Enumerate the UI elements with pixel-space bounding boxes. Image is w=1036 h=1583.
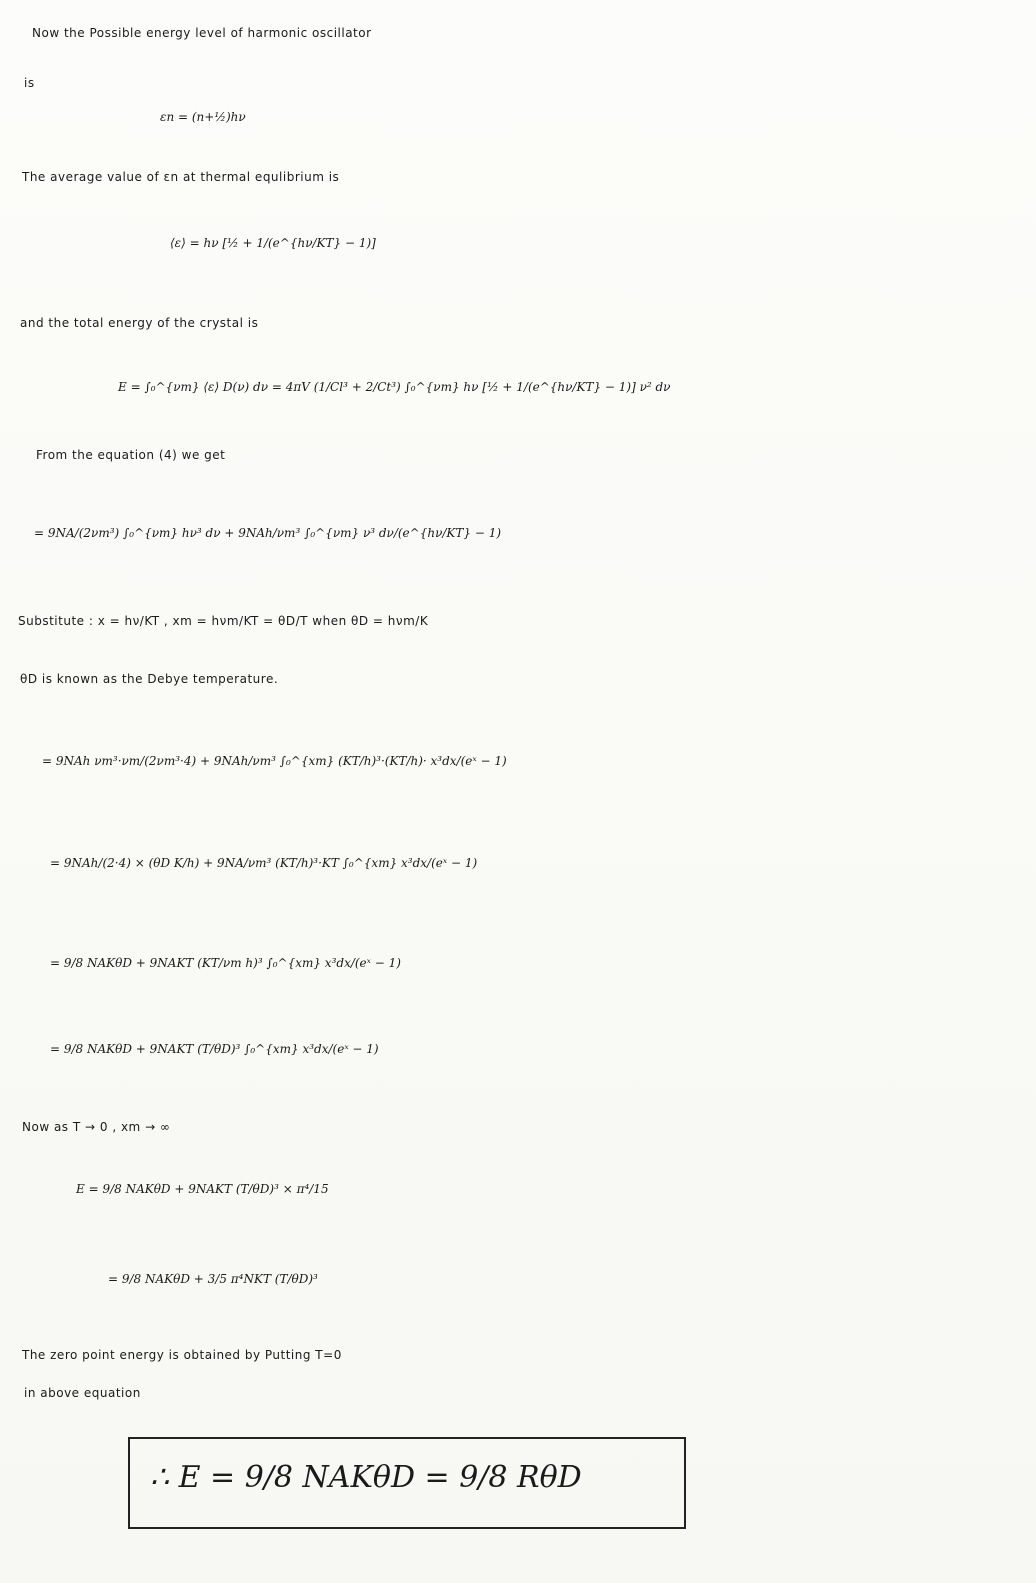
text-line-is: is: [24, 76, 35, 90]
equation-total-energy: E = ∫₀^{νm} ⟨ε⟩ D(ν) dν = 4πV (1/Cl³ + 2/Ct³) ∫₀^{νm} hν [½ + 1/(e^{hν/KT} − 1)] ν² dν: [118, 380, 671, 394]
text-line-intro: Now the Possible energy level of harmonic oscillator: [32, 26, 372, 40]
text-line-average: The average value of εn at thermal equlibrium is: [22, 170, 340, 184]
text-line-total-energy: and the total energy of the crystal is: [20, 316, 259, 330]
equation-energy-level: εn = (n+½)hν: [160, 110, 246, 124]
text-line-above-equation: in above equation: [24, 1386, 141, 1400]
equation-average-energy: ⟨ε⟩ = hν [½ + 1/(e^{hν/KT} − 1)]: [170, 236, 376, 250]
text-line-zero-point: The zero point energy is obtained by Putting T=0: [22, 1348, 342, 1362]
equation-limit-result: E = 9/8 NAKθD + 9NAKT (T/θD)³ × π⁴/15: [76, 1182, 329, 1196]
text-line-debye: θD is known as the Debye temperature.: [20, 672, 279, 686]
equation-limit-simplified: = 9/8 NAKθD + 3/5 π⁴NKT (T/θD)³: [108, 1272, 318, 1286]
text-line-substitute: Substitute : x = hν/KT , xm = hνm/KT = θD/T when θD = hνm/K: [18, 614, 429, 628]
equation-step-4: = 9/8 NAKθD + 9NAKT (KT/νm h)³ ∫₀^{xm} x³dx/(eˣ − 1): [50, 956, 401, 970]
text-line-limit: Now as T → 0 , xm → ∞: [22, 1120, 171, 1134]
equation-step-1: = 9NA/(2νm³) ∫₀^{νm} hν³ dν + 9NAh/νm³ ∫₀^{νm} ν³ dν/(e^{hν/KT} − 1): [34, 526, 502, 540]
boxed-result: ∴ E = 9/8 NAKθD = 9/8 RθD: [150, 1460, 582, 1495]
equation-step-2: = 9NAh νm³·νm/(2νm³·4) + 9NAh/νm³ ∫₀^{xm} (KT/h)³·(KT/h)· x³dx/(eˣ − 1): [42, 754, 507, 768]
equation-step-3: = 9NAh/(2·4) × (θD K/h) + 9NA/νm³ (KT/h)³·KT ∫₀^{xm} x³dx/(eˣ − 1): [50, 856, 478, 870]
equation-step-5: = 9/8 NAKθD + 9NAKT (T/θD)³ ∫₀^{xm} x³dx/(eˣ − 1): [50, 1042, 379, 1056]
text-line-from-equation: From the equation (4) we get: [36, 448, 226, 462]
